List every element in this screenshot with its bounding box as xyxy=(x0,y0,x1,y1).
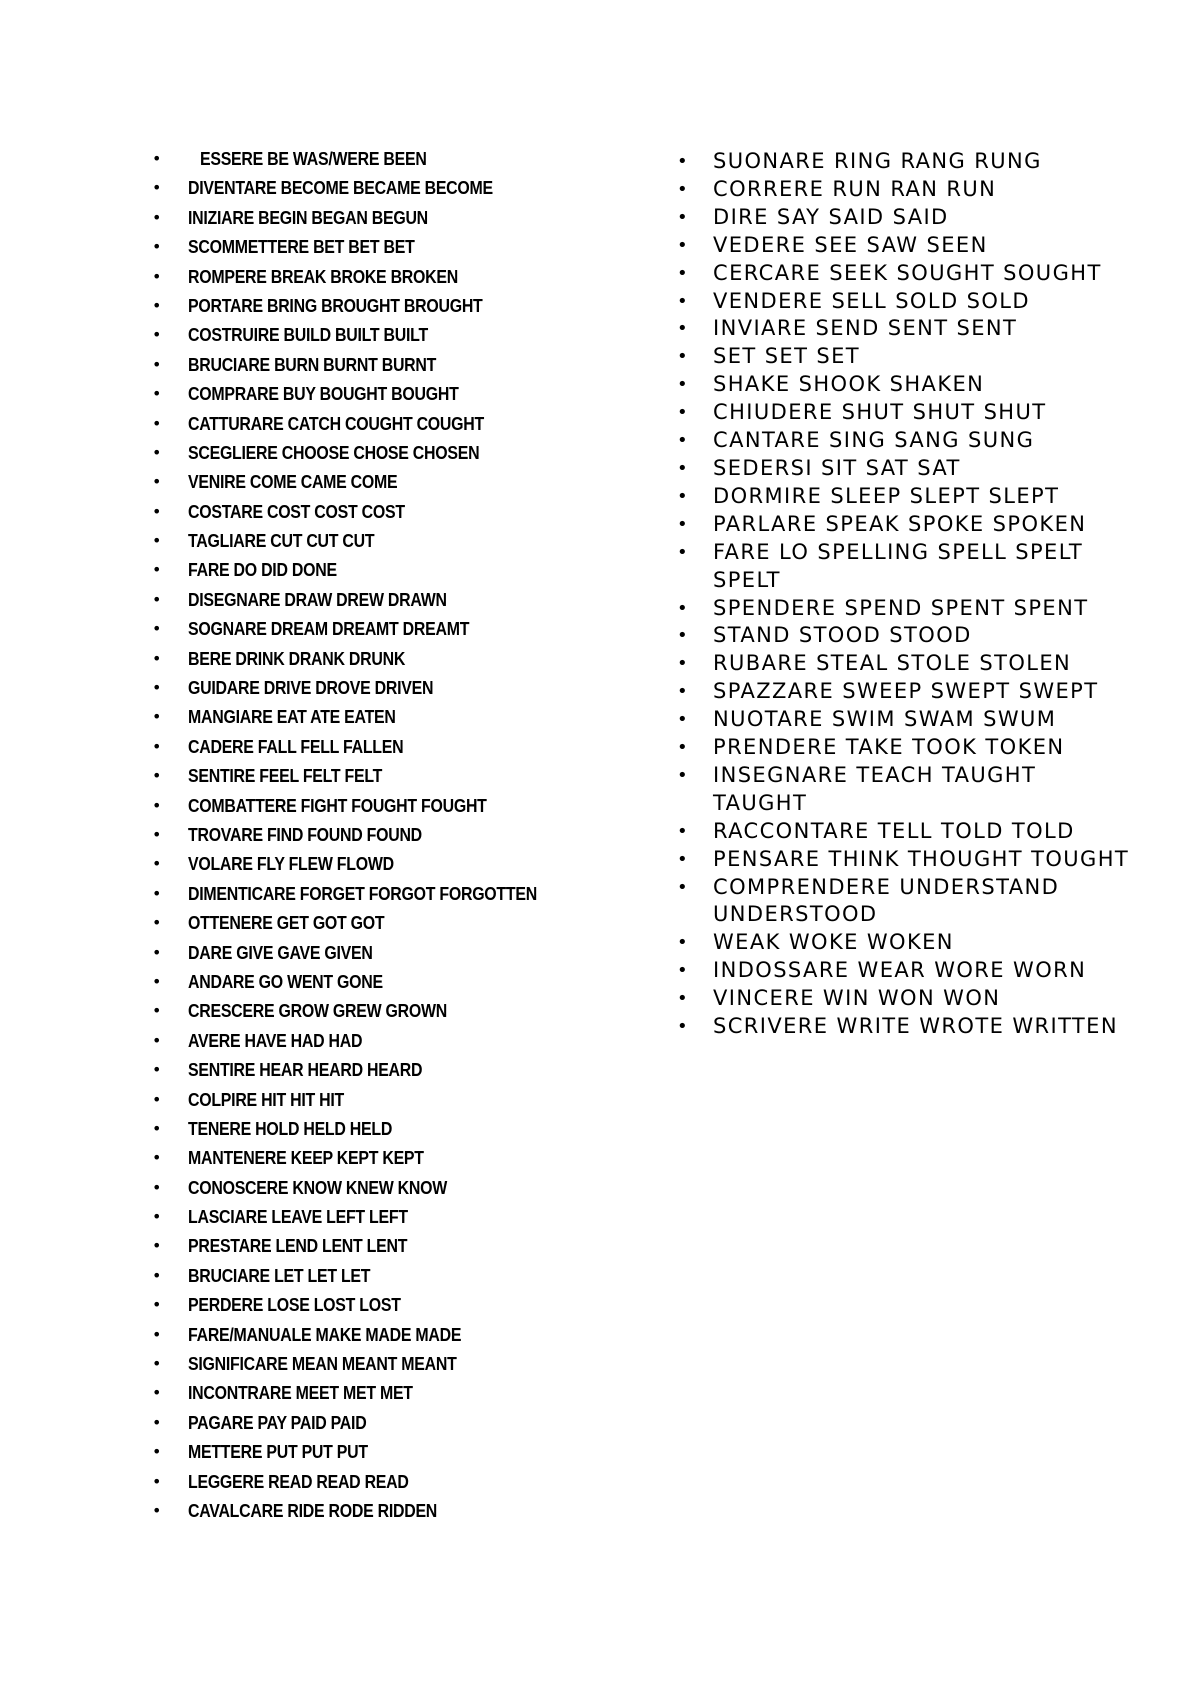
bullet-icon: • xyxy=(152,207,162,227)
verb-forms-text: COMPRENDERE UNDERSTAND UNDERSTOOD xyxy=(713,874,1060,927)
bullet-icon: • xyxy=(152,883,162,903)
verb-forms-text: SCOMMETTERE BET BET BET xyxy=(188,236,415,258)
bullet-icon: • xyxy=(677,960,688,982)
verb-list-item xyxy=(677,1013,1133,1041)
verb-forms-text: ROMPERE BREAK BROKE BROKEN xyxy=(188,265,458,287)
verb-list-item xyxy=(152,732,658,761)
verb-forms-text: DARE GIVE GAVE GIVEN xyxy=(188,941,373,963)
bullet-icon: • xyxy=(677,820,688,842)
verb-list-item xyxy=(677,846,1133,874)
verb-forms-text: NUOTARE SWIM SWAM SWUM xyxy=(713,707,1057,732)
verb-forms-text: SPENDERE SPEND SPENT SPENT xyxy=(713,595,1089,620)
verb-forms-text: SIGNIFICARE MEAN MEANT MEANT xyxy=(188,1353,457,1375)
bullet-icon: • xyxy=(152,560,162,580)
bullet-icon: • xyxy=(152,1030,162,1050)
verb-forms-text: CRESCERE GROW GREW GROWN xyxy=(188,1000,447,1022)
verb-forms-text: PAGARE PAY PAID PAID xyxy=(188,1411,367,1433)
verb-forms-text: METTERE PUT PUT PUT xyxy=(188,1441,368,1463)
bullet-icon: • xyxy=(152,1471,162,1491)
verb-forms-text: ANDARE GO WENT GONE xyxy=(188,970,383,992)
verb-list-item xyxy=(152,1437,658,1466)
bullet-icon: • xyxy=(152,354,162,374)
verb-list-item xyxy=(677,343,1133,371)
verb-list-item xyxy=(152,262,658,291)
verb-list-item xyxy=(152,585,658,614)
verb-list-item xyxy=(152,702,658,731)
bullet-icon: • xyxy=(152,149,162,168)
verb-forms-text: BRUCIARE BURN BURNT BURNT xyxy=(188,353,437,375)
bullet-icon: • xyxy=(152,1177,162,1197)
verb-forms-text: SPAZZARE SWEEP SWEPT SWEPT xyxy=(713,679,1099,704)
verb-list-item xyxy=(152,1408,658,1437)
verb-forms-text: RUBARE STEAL STOLE STOLEN xyxy=(713,651,1072,676)
bullet-icon: • xyxy=(677,709,688,731)
verb-forms-text: FARE/MANUALE MAKE MADE MADE xyxy=(188,1323,462,1345)
verb-forms-text: COMPRARE BUY BOUGHT BOUGHT xyxy=(188,383,459,405)
bullet-icon: • xyxy=(152,178,162,198)
verb-forms-text: CONOSCERE KNOW KNEW KNOW xyxy=(188,1176,447,1198)
verb-forms-text: COSTRUIRE BUILD BUILT BUILT xyxy=(188,324,428,346)
verb-list-item xyxy=(152,320,658,349)
verb-forms-text: AVERE HAVE HAD HAD xyxy=(188,1029,363,1051)
bullet-icon: • xyxy=(152,295,162,315)
verb-list-item xyxy=(152,291,658,320)
bullet-icon: • xyxy=(677,513,688,535)
verb-forms-text: OTTENERE GET GOT GOT xyxy=(188,912,385,934)
verb-list-item xyxy=(152,791,658,820)
verb-forms-text: DIRE SAY SAID SAID xyxy=(713,204,949,229)
verb-forms-text: SEDERSI SIT SAT SAT xyxy=(713,455,961,480)
verb-list-left xyxy=(152,144,658,1525)
verb-forms-text: ESSERE BE WAS/WERE BEEN xyxy=(200,148,427,169)
verb-list-item xyxy=(152,761,658,790)
bullet-icon: • xyxy=(677,318,688,340)
bullet-icon: • xyxy=(152,824,162,844)
bullet-icon: • xyxy=(152,442,162,462)
verb-forms-text: VINCERE WIN WON WON xyxy=(713,986,1001,1011)
verb-forms-text: BERE DRINK DRANK DRUNK xyxy=(188,647,406,669)
bullet-icon: • xyxy=(677,681,688,703)
bullet-icon: • xyxy=(152,1412,162,1432)
bullet-icon: • xyxy=(152,325,162,345)
verb-forms-text: PENSARE THINK THOUGHT TOUGHT xyxy=(713,846,1130,871)
bullet-icon: • xyxy=(152,1442,162,1462)
verb-list-item xyxy=(152,467,658,496)
verb-list-item xyxy=(677,622,1133,650)
verb-list-item xyxy=(152,1349,658,1378)
verb-list-item xyxy=(152,996,658,1025)
bullet-icon: • xyxy=(677,151,688,172)
verb-forms-text: SOGNARE DREAM DREAMT DREAMT xyxy=(188,618,470,640)
verb-list-item xyxy=(152,1026,658,1055)
verb-list-item xyxy=(152,1143,658,1172)
verb-forms-text: TROVARE FIND FOUND FOUND xyxy=(188,823,422,845)
bullet-icon: • xyxy=(152,237,162,257)
verb-list-item xyxy=(677,483,1133,511)
verb-forms-text: INIZIARE BEGIN BEGAN BEGUN xyxy=(188,206,428,228)
verb-list-item xyxy=(152,1320,658,1349)
verb-list-item xyxy=(677,706,1133,734)
verb-forms-text: DIMENTICARE FORGET FORGOT FORGOTTEN xyxy=(188,882,537,904)
verb-list-item xyxy=(677,818,1133,846)
bullet-icon: • xyxy=(677,290,688,312)
verb-list-item xyxy=(152,967,658,996)
verb-list-item xyxy=(152,614,658,643)
verb-list-item xyxy=(677,232,1133,260)
verb-list-item xyxy=(677,539,1133,595)
verb-list-item xyxy=(152,1378,658,1407)
bullet-icon: • xyxy=(677,737,688,759)
verb-list-item xyxy=(152,1173,658,1202)
bullet-icon: • xyxy=(152,1383,162,1403)
verb-list-item xyxy=(152,438,658,467)
verb-forms-text: WEAK WOKE WOKEN xyxy=(713,930,954,955)
verb-forms-text: PORTARE BRING BROUGHT BROUGHT xyxy=(188,294,483,316)
bullet-icon: • xyxy=(677,653,688,675)
verb-list-item xyxy=(152,232,658,261)
verb-forms-text: MANGIARE EAT ATE EATEN xyxy=(188,706,396,728)
verb-list-item xyxy=(677,371,1133,399)
verb-forms-text: MANTENERE KEEP KEPT KEPT xyxy=(188,1147,424,1169)
bullet-icon: • xyxy=(152,1354,162,1374)
verb-list-item xyxy=(152,1055,658,1084)
verb-forms-text: LEGGERE READ READ READ xyxy=(188,1470,409,1492)
verb-list-item xyxy=(152,644,658,673)
verb-forms-text: SENTIRE FEEL FELT FELT xyxy=(188,765,383,787)
bullet-icon: • xyxy=(152,648,162,668)
verb-forms-text: VOLARE FLY FLEW FLOWD xyxy=(188,853,394,875)
verb-list-item xyxy=(152,203,658,232)
verb-list-item xyxy=(152,849,658,878)
bullet-icon: • xyxy=(677,541,688,563)
bullet-icon: • xyxy=(152,384,162,404)
bullet-icon: • xyxy=(152,795,162,815)
bullet-icon: • xyxy=(152,1324,162,1344)
verb-forms-text: BRUCIARE LET LET LET xyxy=(188,1264,371,1286)
verb-forms-text: SHAKE SHOOK SHAKEN xyxy=(713,372,985,397)
bullet-icon: • xyxy=(152,1148,162,1168)
verb-forms-text: INSEGNARE TEACH TAUGHT TAUGHT xyxy=(713,762,1037,815)
verb-list-item xyxy=(677,929,1133,957)
verb-forms-text: DORMIRE SLEEP SLEPT SLEPT xyxy=(713,483,1060,508)
bullet-icon: • xyxy=(152,501,162,521)
verb-list-item xyxy=(152,144,658,173)
verb-forms-text: STAND STOOD STOOD xyxy=(713,623,972,648)
bullet-icon: • xyxy=(677,848,688,870)
verb-forms-text: CERCARE SEEK SOUGHT SOUGHT xyxy=(713,260,1102,285)
verb-list-item xyxy=(677,762,1133,818)
verb-list-item xyxy=(152,1290,658,1319)
bullet-icon: • xyxy=(677,625,688,647)
verb-forms-text: SET SET SET xyxy=(713,344,861,369)
verb-forms-text: CORRERE RUN RAN RUN xyxy=(713,176,997,201)
verb-forms-text: VEDERE SEE SAW SEEN xyxy=(713,232,988,257)
verb-forms-text: VENIRE COME CAME COME xyxy=(188,471,398,493)
verb-forms-text: TAGLIARE CUT CUT CUT xyxy=(188,530,375,552)
verb-list-item xyxy=(677,315,1133,343)
verb-forms-text: SUONARE RING RANG RUNG xyxy=(713,149,1042,173)
verb-list-item xyxy=(677,427,1133,455)
bullet-icon: • xyxy=(677,346,688,368)
verb-list-item xyxy=(677,985,1133,1013)
bullet-icon: • xyxy=(152,266,162,286)
bullet-icon: • xyxy=(677,1016,688,1038)
verb-forms-text: COLPIRE HIT HIT HIT xyxy=(188,1088,344,1110)
verb-list-item xyxy=(677,734,1133,762)
verb-forms-text: INDOSSARE WEAR WORE WORN xyxy=(713,958,1087,983)
verb-list-item xyxy=(677,595,1133,623)
verb-forms-text: COMBATTERE FIGHT FOUGHT FOUGHT xyxy=(188,794,487,816)
bullet-icon: • xyxy=(677,234,688,256)
bullet-icon: • xyxy=(152,619,162,639)
verb-list-item xyxy=(677,874,1133,930)
verb-list-item xyxy=(677,678,1133,706)
bullet-icon: • xyxy=(152,766,162,786)
bullet-icon: • xyxy=(677,988,688,1010)
bullet-icon: • xyxy=(677,430,688,452)
verb-forms-text: DIVENTARE BECOME BECAME BECOME xyxy=(188,177,493,199)
verb-list-item xyxy=(677,148,1133,176)
verb-forms-text: FARE LO SPELLING SPELL SPELT SPELT xyxy=(713,539,1084,592)
verb-forms-text: VENDERE SELL SOLD SOLD xyxy=(713,288,1030,313)
bullet-icon: • xyxy=(152,854,162,874)
bullet-icon: • xyxy=(677,206,688,228)
verb-list-item xyxy=(152,938,658,967)
verb-list-item xyxy=(677,650,1133,678)
bullet-icon: • xyxy=(677,597,688,619)
bullet-icon: • xyxy=(152,1500,162,1520)
bullet-icon: • xyxy=(152,1118,162,1138)
bullet-icon: • xyxy=(152,678,162,698)
verb-list-item xyxy=(677,204,1133,232)
bullet-icon: • xyxy=(677,485,688,507)
verb-list-item xyxy=(152,1261,658,1290)
bullet-icon: • xyxy=(152,1236,162,1256)
bullet-icon: • xyxy=(152,1295,162,1315)
verb-forms-text: CANTARE SING SANG SUNG xyxy=(713,428,1035,453)
verb-forms-text: SENTIRE HEAR HEARD HEARD xyxy=(188,1059,423,1081)
verb-forms-text: CAVALCARE RIDE RODE RIDDEN xyxy=(188,1499,438,1521)
bullet-icon: • xyxy=(677,374,688,396)
verb-forms-text: PRESTARE LEND LENT LENT xyxy=(188,1235,408,1257)
bullet-icon: • xyxy=(152,472,162,492)
verb-list-item xyxy=(152,1467,658,1496)
verb-list-item xyxy=(677,176,1133,204)
verb-list-item xyxy=(152,350,658,379)
verb-forms-text: CHIUDERE SHUT SHUT SHUT xyxy=(713,400,1047,425)
bullet-icon: • xyxy=(677,457,688,479)
verb-list-item xyxy=(152,1231,658,1260)
verb-list-item xyxy=(152,1496,658,1525)
bullet-icon: • xyxy=(152,413,162,433)
verb-list-item xyxy=(677,399,1133,427)
verb-list-item xyxy=(677,288,1133,316)
verb-list-right xyxy=(677,148,1133,1041)
verb-list-item xyxy=(677,957,1133,985)
bullet-icon: • xyxy=(677,262,688,284)
bullet-icon: • xyxy=(677,402,688,424)
verb-list-item xyxy=(152,409,658,438)
verb-list-item xyxy=(152,879,658,908)
verb-forms-text: CADERE FALL FELL FALLEN xyxy=(188,735,404,757)
verb-list-item xyxy=(152,497,658,526)
bullet-icon: • xyxy=(152,913,162,933)
verb-forms-text: COSTARE COST COST COST xyxy=(188,500,405,522)
verb-list-item xyxy=(152,908,658,937)
verb-forms-text: CATTURARE CATCH COUGHT COUGHT xyxy=(188,412,484,434)
verb-list-item xyxy=(677,260,1133,288)
verb-forms-text: TENERE HOLD HELD HELD xyxy=(188,1117,393,1139)
verb-list-item xyxy=(677,511,1133,539)
verb-forms-text: SCEGLIERE CHOOSE CHOSE CHOSEN xyxy=(188,441,480,463)
verb-list-item xyxy=(152,1114,658,1143)
verb-forms-text: INCONTRARE MEET MET MET xyxy=(188,1382,413,1404)
verb-list-item xyxy=(152,820,658,849)
bullet-icon: • xyxy=(152,589,162,609)
verb-forms-text: DISEGNARE DRAW DREW DRAWN xyxy=(188,588,447,610)
bullet-icon: • xyxy=(152,1060,162,1080)
bullet-icon: • xyxy=(152,1207,162,1227)
verb-list-item xyxy=(152,1202,658,1231)
verb-list-item xyxy=(152,555,658,584)
verb-forms-text: RACCONTARE TELL TOLD TOLD xyxy=(713,818,1075,843)
verb-list-item xyxy=(152,1085,658,1114)
verb-forms-text: GUIDARE DRIVE DROVE DRIVEN xyxy=(188,677,434,699)
bullet-icon: • xyxy=(152,1089,162,1109)
bullet-icon: • xyxy=(677,178,688,200)
verb-forms-text: FARE DO DID DONE xyxy=(188,559,337,581)
bullet-icon: • xyxy=(152,971,162,991)
bullet-icon: • xyxy=(677,932,688,954)
verb-list-item xyxy=(152,673,658,702)
bullet-icon: • xyxy=(152,736,162,756)
verb-list-item xyxy=(152,173,658,202)
bullet-icon: • xyxy=(152,531,162,551)
verb-list-item xyxy=(152,526,658,555)
bullet-icon: • xyxy=(152,1265,162,1285)
bullet-icon: • xyxy=(152,942,162,962)
bullet-icon: • xyxy=(677,764,688,786)
verb-forms-text: SCRIVERE WRITE WROTE WRITTEN xyxy=(713,1014,1118,1039)
verb-forms-text: INVIARE SEND SENT SENT xyxy=(713,316,1018,341)
verb-forms-text: PRENDERE TAKE TOOK TOKEN xyxy=(713,735,1065,760)
verb-forms-text: LASCIARE LEAVE LEFT LEFT xyxy=(188,1206,408,1228)
verb-forms-text: PARLARE SPEAK SPOKE SPOKEN xyxy=(713,511,1087,536)
bullet-icon: • xyxy=(677,876,688,898)
bullet-icon: • xyxy=(152,707,162,727)
verb-list-item xyxy=(152,379,658,408)
verb-forms-text: PERDERE LOSE LOST LOST xyxy=(188,1294,401,1316)
verb-list-item xyxy=(677,455,1133,483)
bullet-icon: • xyxy=(152,1001,162,1021)
